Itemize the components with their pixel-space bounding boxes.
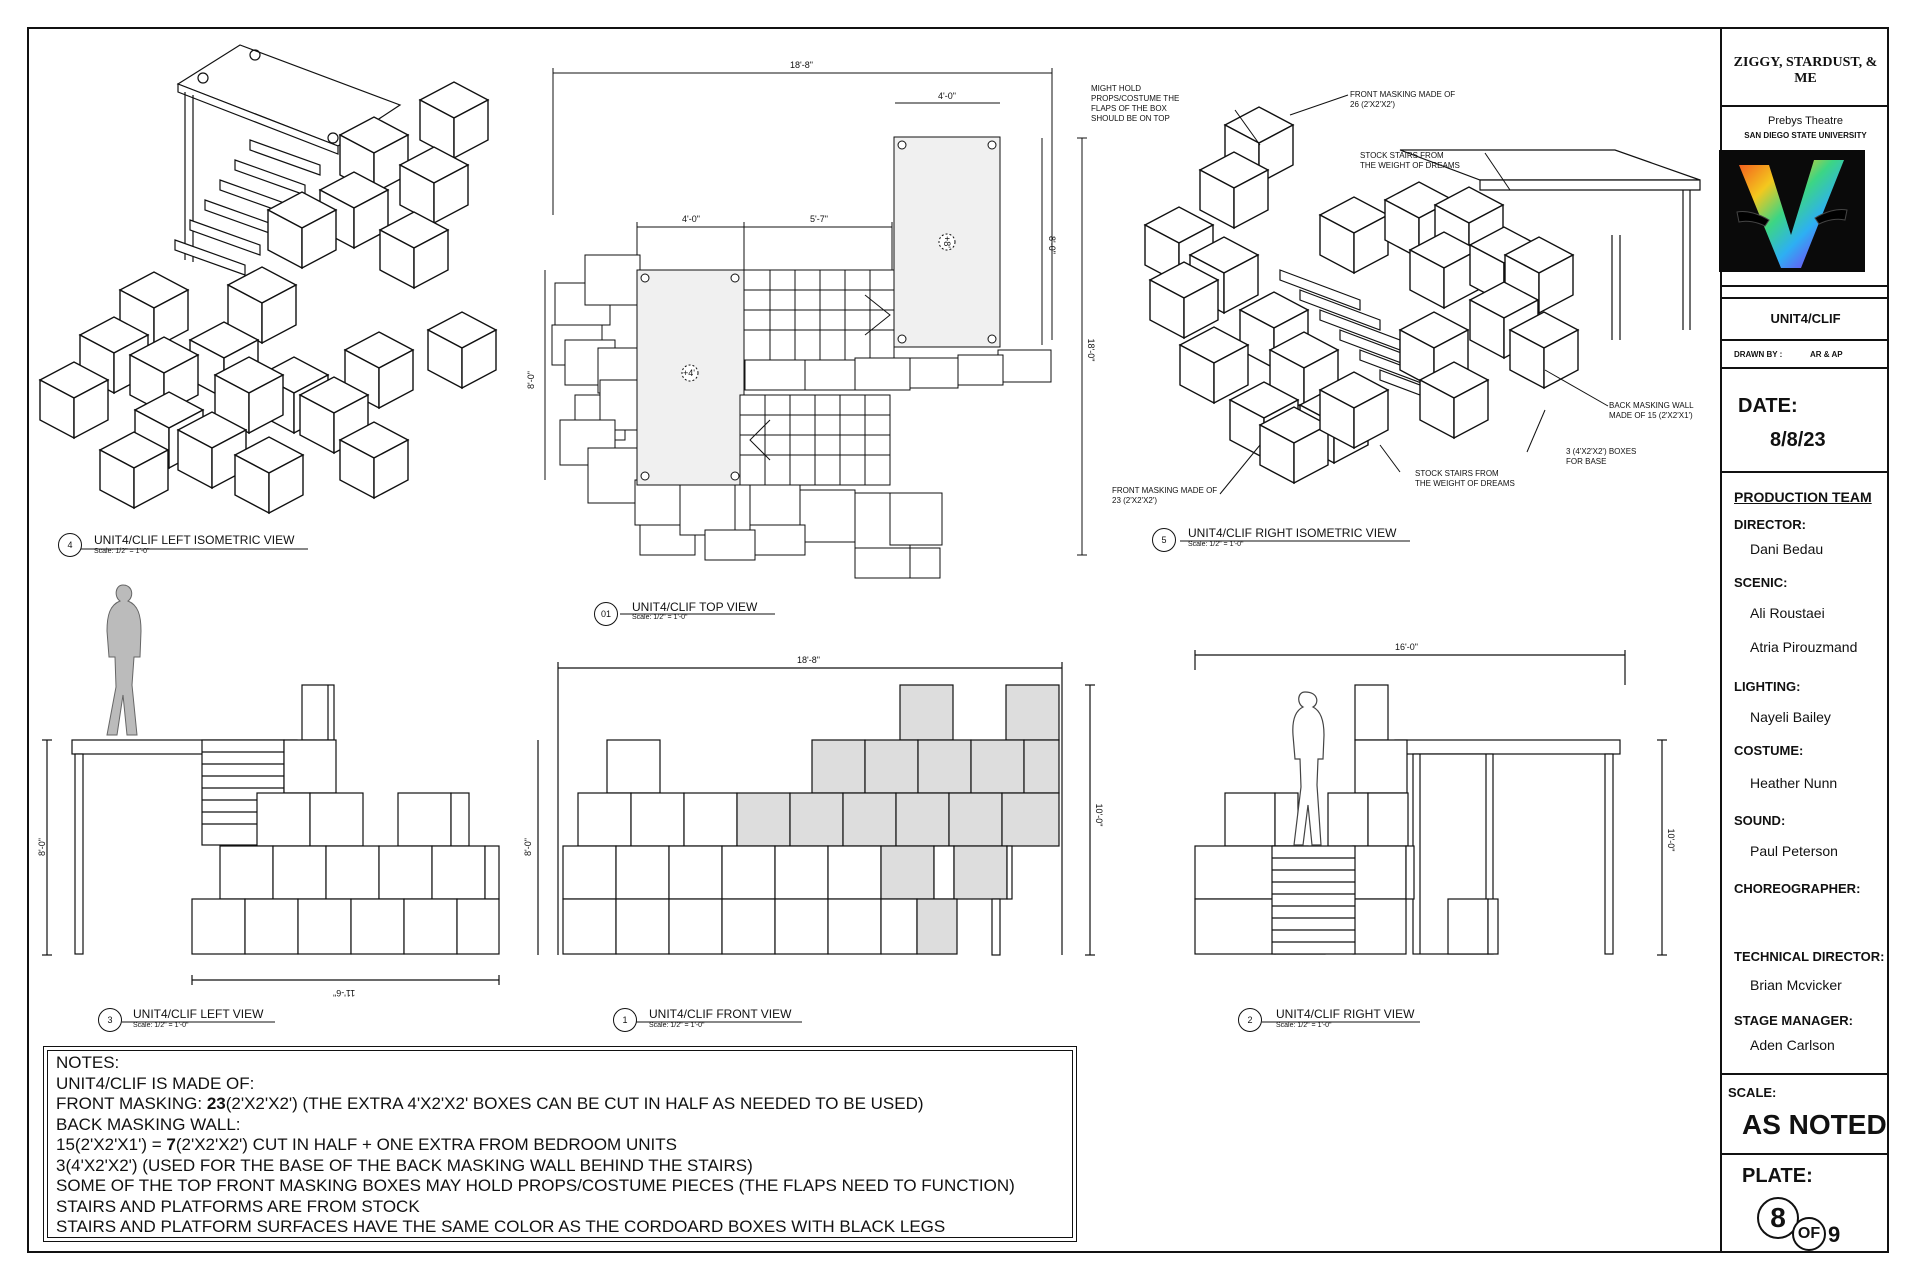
tb-date-section — [1722, 369, 1889, 473]
dim-front-width: 18'-8" — [797, 655, 820, 665]
notes-line: UNIT4/CLIF IS MADE OF: — [56, 1073, 255, 1093]
view-title-left: UNIT4/CLIF LEFT VIEW — [133, 1007, 264, 1021]
dim-right-width: 16'-0" — [1395, 642, 1418, 652]
tb-scale-section — [1722, 1075, 1889, 1155]
person-costume: Heather Nunn — [1750, 775, 1838, 791]
dim-front-height-left: 8'-0" — [523, 838, 533, 856]
view-scale-right: Scale: 1/2" = 1'-0" — [1276, 1022, 1332, 1029]
annotation-front-masking-23: FRONT MASKING MADE OF 23 (2'X2'X2') — [1112, 486, 1218, 505]
tb-plate-section — [1722, 1155, 1889, 1253]
person-scenic-2: Atria Pirouzmand — [1750, 639, 1858, 655]
view-scale-right-iso: Scale: 1/2" = 1'-0" — [1188, 541, 1244, 548]
theatre-name: Prebys Theatre — [1767, 115, 1843, 127]
drawn-by-value: AR & AP — [1810, 350, 1843, 359]
view-scale-front: Scale: 1/2" = 1'-0" — [649, 1022, 705, 1029]
unit-name: UNIT4/CLIF — [1770, 311, 1841, 326]
view-callout-front: 1 — [613, 1008, 637, 1032]
person-sound: Paul Peterson — [1750, 843, 1838, 859]
tb-unit-section — [1722, 299, 1889, 341]
role-costume: COSTUME: — [1734, 743, 1804, 758]
notes-line: 3(4'X2'X2') (USED FOR THE BASE OF THE BACK MASKING WALL BEHIND THE STAIRS) — [56, 1155, 753, 1175]
view-title-left-iso: UNIT4/CLIF LEFT ISOMETRIC VIEW — [94, 533, 295, 547]
tb-team-section — [1722, 473, 1889, 1075]
plate-label: PLATE: — [1742, 1165, 1813, 1187]
view-callout-right-iso: 5 — [1152, 528, 1176, 552]
view-scale-left-iso: Scale: 1/2" = 1'-0" — [94, 548, 150, 555]
drawn-by-label: DRAWN BY : — [1734, 350, 1783, 359]
plate-number: 8 — [1757, 1197, 1799, 1239]
view-scale-left: Scale: 1/2" = 1'-0" — [133, 1022, 189, 1029]
scale-label: SCALE: — [1728, 1085, 1777, 1100]
person-director: Dani Bedau — [1750, 541, 1824, 557]
team-heading: PRODUCTION TEAM — [1734, 489, 1872, 505]
front-elevation-view — [538, 662, 1095, 955]
view-title-top: UNIT4/CLIF TOP VIEW — [632, 600, 758, 614]
tb-show-section — [1722, 27, 1889, 107]
plate-total: 9 — [1828, 1222, 1841, 1247]
dim-right-height: 10'-0" — [1666, 828, 1676, 852]
annotation-boxes-base: 3 (4'X2'X2') BOXES FOR BASE — [1566, 447, 1637, 466]
view-callout-right: 2 — [1238, 1008, 1262, 1032]
dim-top-left-h: 8'-0" — [526, 371, 536, 389]
dim-left-height: 8'-0" — [37, 838, 47, 856]
elev-marker-left: +4' — [683, 368, 695, 378]
human-figure-right — [1293, 692, 1324, 845]
university-name: SAN DIEGO STATE UNIVERSITY — [1744, 131, 1867, 140]
role-stage-manager: STAGE MANAGER: — [1734, 1013, 1853, 1028]
dim-left-width: 11'-6" — [333, 988, 356, 998]
notes-line: NOTES: — [56, 1053, 120, 1072]
person-lighting: Nayeli Bailey — [1750, 709, 1831, 725]
scale-value: AS NOTED — [1742, 1109, 1887, 1140]
annotation-back-masking: BACK MASKING WALL MADE OF 15 (2'X2'X1') — [1609, 401, 1694, 420]
notes-box — [43, 1046, 1077, 1242]
person-technical-director: Brian Mcvicker — [1750, 977, 1842, 993]
notes-line: FRONT MASKING: 23(2'X2'X2') (THE EXTRA 4'X2'X2' BOXES CAN BE CUT IN HALF AS NEEDED TO BE USED) — [56, 1094, 924, 1113]
view-title-right: UNIT4/CLIF RIGHT VIEW — [1276, 1007, 1415, 1021]
view-scale-top: Scale: 1/2" = 1'-0" — [632, 614, 688, 621]
annotation-stock-stairs-bottom: STOCK STAIRS FROM THE WEIGHT OF DREAMS — [1415, 469, 1515, 488]
dim-front-height-right: 10'-0" — [1094, 803, 1104, 827]
view-title-front: UNIT4/CLIF FRONT VIEW — [649, 1007, 792, 1021]
role-choreographer: CHOREOGRAPHER: — [1734, 881, 1861, 896]
show-artwork — [1719, 150, 1865, 272]
person-scenic-1: Ali Roustaei — [1750, 605, 1825, 621]
annotation-front-masking-26: FRONT MASKING MADE OF 26 (2'X2'X2') — [1350, 90, 1456, 109]
person-stage-manager: Aden Carlson — [1750, 1037, 1835, 1053]
right-elevation-view — [1195, 650, 1667, 955]
dim-top-left-w: 4'-0" — [682, 214, 700, 224]
annotation-stock-stairs-top: STOCK STAIRS FROM THE WEIGHT OF DREAMS — [1360, 151, 1460, 170]
dim-top-platform-w: 4'-0" — [938, 91, 956, 101]
view-callout-left-iso: 4 — [58, 533, 82, 557]
annotation-props: MIGHT HOLD PROPS/COSTUME THE FLAPS OF THE BOX SHOULD BE ON TOP — [1091, 84, 1180, 123]
dim-top-overall: 18'-8" — [790, 60, 813, 70]
role-lighting: LIGHTING: — [1734, 679, 1801, 694]
elev-marker-right: +8' — [942, 236, 952, 248]
plate-of: OF — [1792, 1217, 1826, 1251]
notes-line: STAIRS AND PLATFORMS ARE FROM STOCK — [56, 1196, 420, 1216]
role-sound: SOUND: — [1734, 813, 1786, 828]
role-scenic: SCENIC: — [1734, 575, 1788, 590]
dim-top-stair-w: 5'-7" — [810, 214, 828, 224]
view-callout-left: 3 — [98, 1008, 122, 1032]
dim-top-platform-h: 8'-0" — [1047, 236, 1057, 254]
notes-line: BACK MASKING WALL: — [56, 1114, 241, 1134]
notes-line: STAIRS AND PLATFORM SURFACES HAVE THE SAME COLOR AS THE CORDOARD BOXES WITH BLACK LEGS — [56, 1217, 946, 1236]
show-title: ZIGGY, STARDUST, & ME — [1733, 55, 1878, 86]
notes-line: 15(2'X2'X1') = 7(2'X2'X2') CUT IN HALF + ONE EXTRA FROM BEDROOM UNITS — [56, 1135, 677, 1154]
human-figure-left — [107, 585, 141, 735]
date-label: DATE: — [1738, 395, 1798, 417]
role-technical-director: TECHNICAL DIRECTOR: — [1734, 949, 1885, 964]
view-callout-top: 01 — [594, 602, 618, 626]
tb-drawn-by-section — [1722, 341, 1889, 369]
dim-top-overall-h: 18'-0" — [1086, 338, 1096, 362]
view-title-right-iso: UNIT4/CLIF RIGHT ISOMETRIC VIEW — [1188, 526, 1397, 540]
role-director: DIRECTOR: — [1734, 517, 1806, 532]
top-view — [545, 68, 1087, 578]
notes-line: SOME OF THE TOP FRONT MASKING BOXES MAY HOLD PROPS/COSTUME PIECES (THE FLAPS NEED TO FUNCTION) — [56, 1176, 1015, 1195]
date-value: 8/8/23 — [1770, 429, 1826, 451]
